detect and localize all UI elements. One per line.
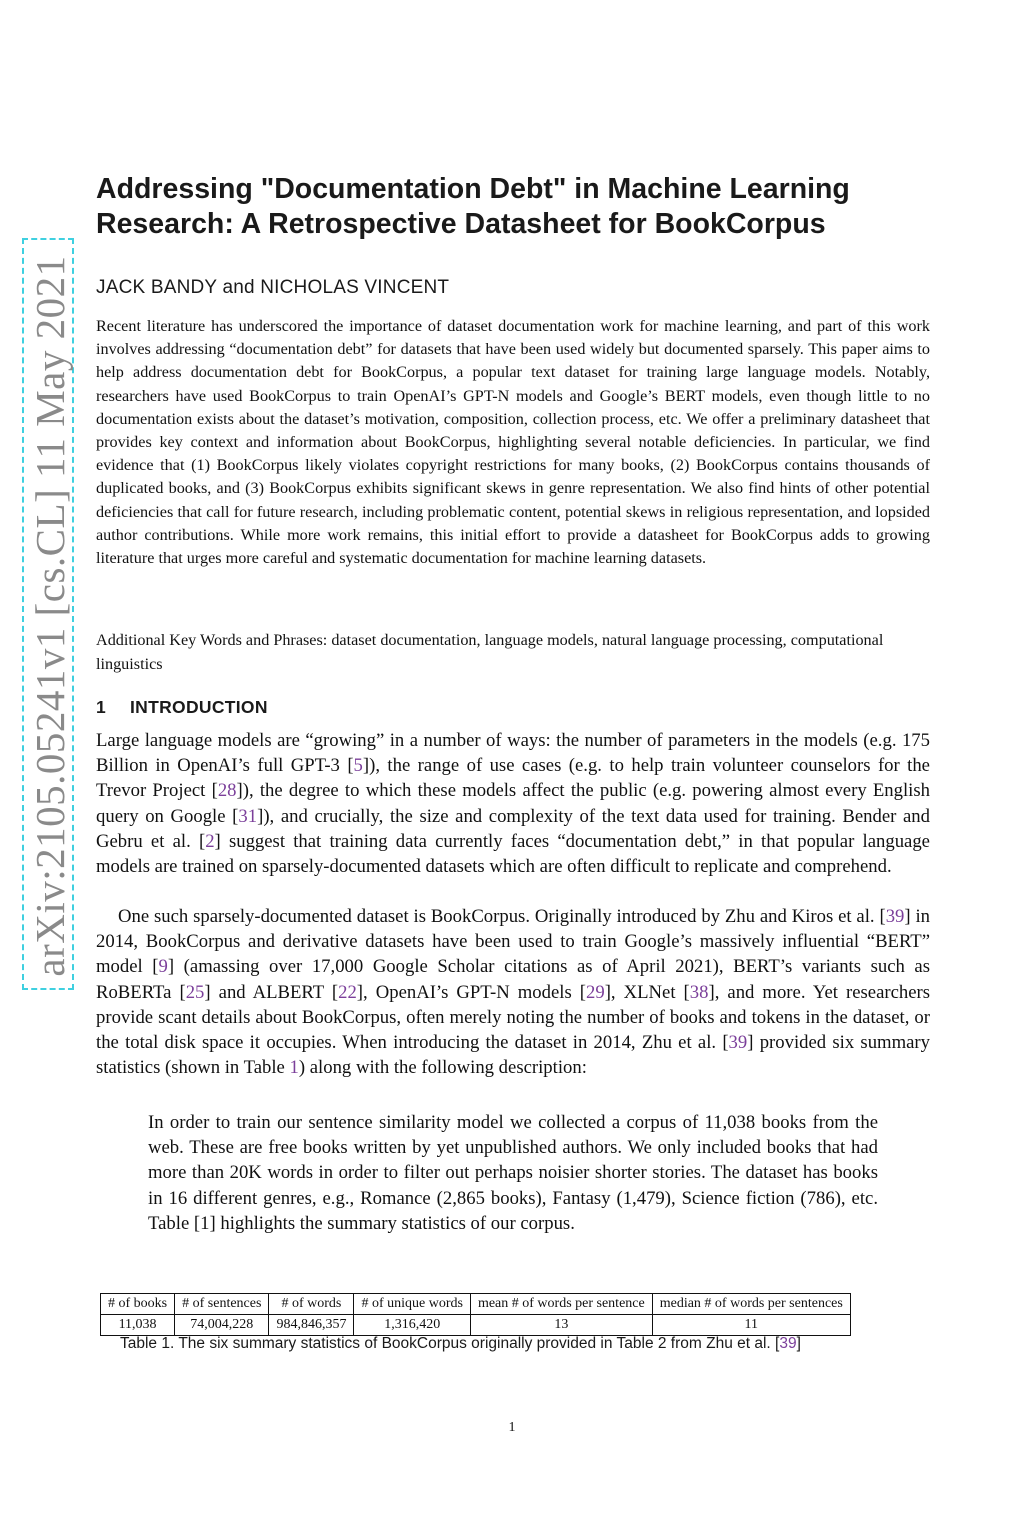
- text-span: ] in 2014, BookCorpus and derivative datasets have been used to train Google’s massively influential “BERT” model [: [96, 906, 930, 978]
- citation-link[interactable]: 28: [217, 780, 237, 802]
- text-span: ]), and crucially, the size and complexity of the text data used for training. Bender and Gebru et al. [: [96, 805, 930, 852]
- caption-text: Table 1. The six summary statistics of BookCorpus originally provided in Table 2 from Zhu et al. [: [120, 1335, 780, 1352]
- citation-link[interactable]: 9: [158, 956, 168, 978]
- keywords: Additional Key Words and Phrases: dataset documentation, language models, natural language processing, computational linguistics: [96, 631, 884, 673]
- text-span: One such sparsely-documented dataset is BookCorpus. Originally introduced by Zhu and Kiros et al. [: [118, 906, 886, 927]
- text-span: ], OpenAI’s GPT-N models [: [356, 981, 587, 1003]
- section-title: INTRODUCTION: [130, 697, 268, 717]
- table-cell: 984,846,357: [269, 1315, 354, 1336]
- table-cell: 11,038: [101, 1315, 175, 1336]
- arxiv-sidebar-stamp: [22, 238, 74, 990]
- text-span: ], and more. Yet researchers provide scant details about BookCorpus, often merely noting the number of books and tokens in the dataset, or the total disk space it occupies. When introducing the dataset in 2014, Zhu et al. [: [96, 981, 931, 1054]
- abstract: Recent literature has underscored the importance of dataset documentation work for machine learning, and part of this work involves addressing “documentation debt” for datasets that have been used widely but documented sparsely. This paper aims to help address documentation debt for BookCorpus, a popular text dataset for training large language models. Notably, researchers have used BookCorpus to train OpenAI’s GPT-N models and Google’s BERT models, even though little to no documentation exists about the dataset’s motivation, composition, collection process, etc. We offer a preliminary datasheet that provides key context and information about BookCorpus, highlighting several notable deficiencies. In particular, we find evidence that (1) BookCorpus likely violates copyright restrictions for many books, (2) BookCorpus contains thousands of duplicated books, and (3) BookCorpus exhibits significant skews in genre representation. We also find hints of other potential deficiencies that call for future research, including problematic content, potential skews in religious representation, and lopsided author contributions. While more work remains, this initial effort to provide a datasheet for BookCorpus adds to growing literature that urges more careful and systematic documentation for machine learning datasets.: [96, 317, 930, 568]
- table-header-cell: median # of words per sentences: [652, 1294, 850, 1315]
- table-cell: 1,316,420: [354, 1315, 471, 1336]
- citation-link[interactable]: 39: [728, 1032, 748, 1054]
- paper-authors: JACK BANDY and NICHOLAS VINCENT: [96, 277, 450, 298]
- text-span: ] (amassing over 17,000 Google Scholar citations as of April 2021), BERT’s variants such as RoBERTa [: [96, 956, 930, 1003]
- table-header-cell: # of sentences: [175, 1294, 269, 1315]
- table-header-cell: mean # of words per sentence: [470, 1294, 652, 1315]
- section-number: 1: [96, 697, 107, 717]
- table-cell: 13: [470, 1315, 652, 1336]
- citation-link[interactable]: 31: [238, 805, 258, 827]
- citation-link[interactable]: 39: [885, 906, 905, 927]
- intro-paragraph-1: [96, 728, 930, 879]
- table-header-row: [101, 1294, 851, 1315]
- table-header-cell: # of unique words: [354, 1294, 471, 1315]
- caption-text: ]: [796, 1335, 801, 1352]
- summary-statistics-table: [100, 1293, 851, 1336]
- text-span: ], XLNet [: [604, 981, 690, 1003]
- page-number: 1: [508, 1420, 516, 1435]
- block-quote: In order to train our sentence similarity model we collected a corpus of 11,038 books from the web. These are free books written by yet unpublished authors. We only included books that had more than 20K words in order to filter out perhaps noisier shorter stories. The dataset has books in 16 different genres, e.g., Romance (2,865 books), Fantasy (1,479), Science fiction (786), etc. Table [1] highlights the summary statistics of our corpus.: [148, 1112, 878, 1234]
- citation-link[interactable]: 25: [185, 981, 205, 1003]
- intro-paragraph-2: [96, 904, 930, 1080]
- table-reference-link[interactable]: 1: [289, 1057, 299, 1079]
- text-span: ) along with the following description:: [298, 1057, 587, 1079]
- text-span: ] suggest that training data currently faces “documentation debt,” in that popular language models are trained on sparsely-documented datasets which are often difficult to replicate and comprehend.: [96, 830, 930, 878]
- text-span: ] provided six summary statistics (shown in Table: [96, 1032, 930, 1079]
- table-caption: [120, 1335, 801, 1353]
- table-header-cell: # of books: [101, 1294, 175, 1315]
- paper-title: Addressing "Documentation Debt" in Machine Learning Research: A Retrospective Datasheet for BookCorpus: [96, 173, 850, 240]
- citation-link[interactable]: 39: [779, 1335, 797, 1352]
- arxiv-identifier: arXiv:2105.05241v1 [cs.CL] 11 May 2021: [27, 255, 73, 977]
- text-span: Large language models are “growing” in a number of ways: the number of parameters in the models (e.g. 175 Billion in OpenAI’s full GPT-3 [: [96, 730, 930, 777]
- text-span: ]), the degree to which these models affect the public (e.g. powering almost every English query on Google [: [96, 780, 930, 827]
- text-span: ]), the range of use cases (e.g. to help train volunteer counselors for the Trevor Project [: [96, 755, 930, 802]
- citation-link[interactable]: 5: [353, 755, 363, 777]
- table-cell: 11: [652, 1315, 850, 1336]
- table-header-cell: # of words: [269, 1294, 354, 1315]
- text-span: ] and ALBERT [: [204, 981, 339, 1003]
- citation-link[interactable]: 29: [586, 981, 605, 1003]
- table-cell: 74,004,228: [175, 1315, 269, 1336]
- table-row: [101, 1315, 851, 1336]
- citation-link[interactable]: 2: [205, 830, 215, 852]
- citation-link[interactable]: 38: [689, 981, 709, 1003]
- citation-link[interactable]: 22: [338, 981, 357, 1003]
- section-heading: [96, 697, 268, 718]
